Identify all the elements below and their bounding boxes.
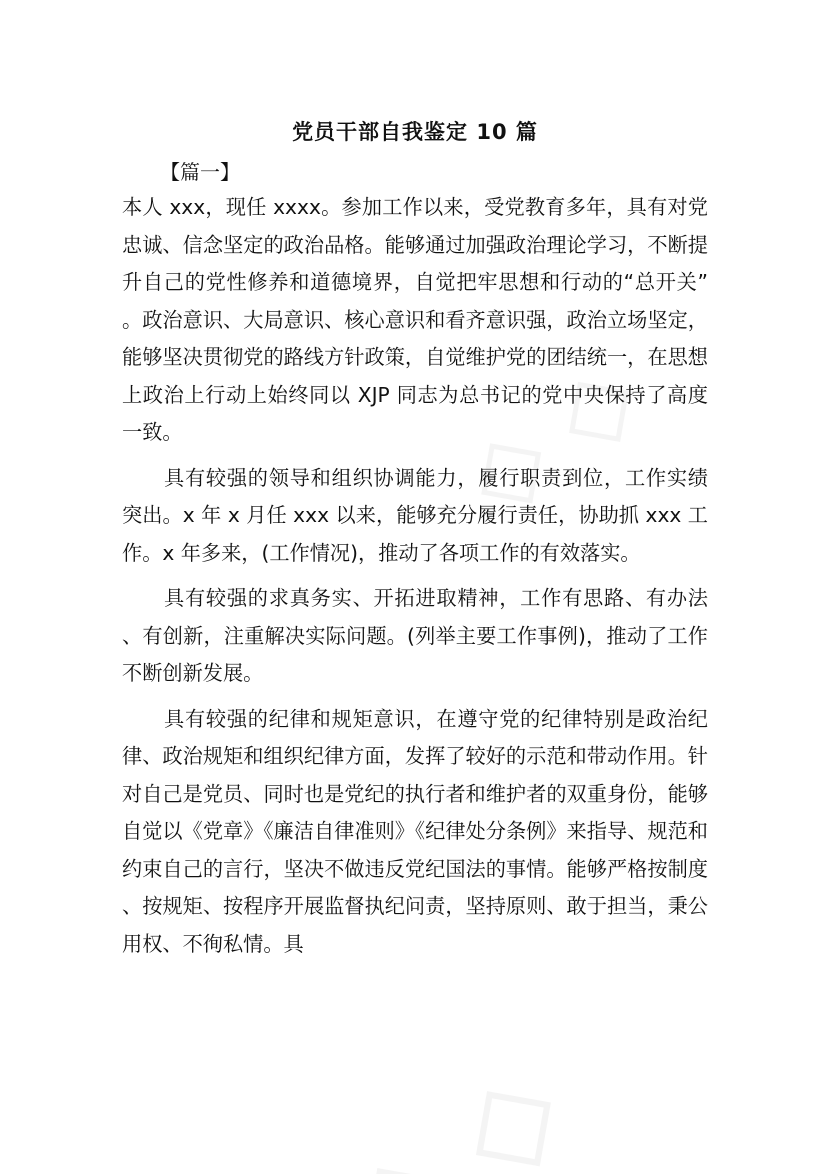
document-body <box>122 189 708 971</box>
paragraph-3: 具有较强的求真务实、开拓进取精神，工作有思路、有办法、有创新，注重解决实际问题。(列举主要工作事例)，推动了工作不断创新发展。 <box>122 586 708 685</box>
section-label: 【篇一】 <box>160 160 240 184</box>
watermark-mark-lower <box>321 1038 586 1174</box>
paragraph-4: 具有较强的纪律和规矩意识，在遵守党的纪律特别是政治纪律、政治规矩和组织纪律方面，发挥了较好的示范和带动作用。针对自己是党员、同时也是党纪的执行者和维护者的双重身份，能够自觉以《党章》《廉洁自律准则》《纪律处分条例》来指导、规范和约束自己的言行，坚决不做违反党纪国法的事情。能够严格按制度、按规矩、按程序开展监督执纪问责，坚持原则、敢于担当，秉公用权、不徇私情。具 <box>122 706 708 956</box>
document-title: 党员干部自我鉴定 10 篇 <box>292 120 538 144</box>
paragraph-2: 具有较强的领导和组织协调能力，履行职责到位，工作实绩突出。x 年 x 月任 xxx 以来，能够充分履行责任，协助抓 xxx 工作。x 年多来，(工作情况)，推动了各项工作的有效落实。 <box>122 465 708 565</box>
paragraph-1: 本人 xxx，现任 xxxx。参加工作以来，受党教育多年，具有对党忠诚、信念坚定的政治品格。能够通过加强政治理论学习，不断提升自己的党性修养和道德境界，自觉把牢思想和行动的“总开关”。政治意识、大局意识、核心意识和看齐意识强，政治立场坚定，能够坚决贯彻党的路线方针政策，自觉维护党的团结统一，在思想上政治上行动上始终同以 XJP 同志为总书记的党中央保持了高度一致。 <box>122 195 708 444</box>
